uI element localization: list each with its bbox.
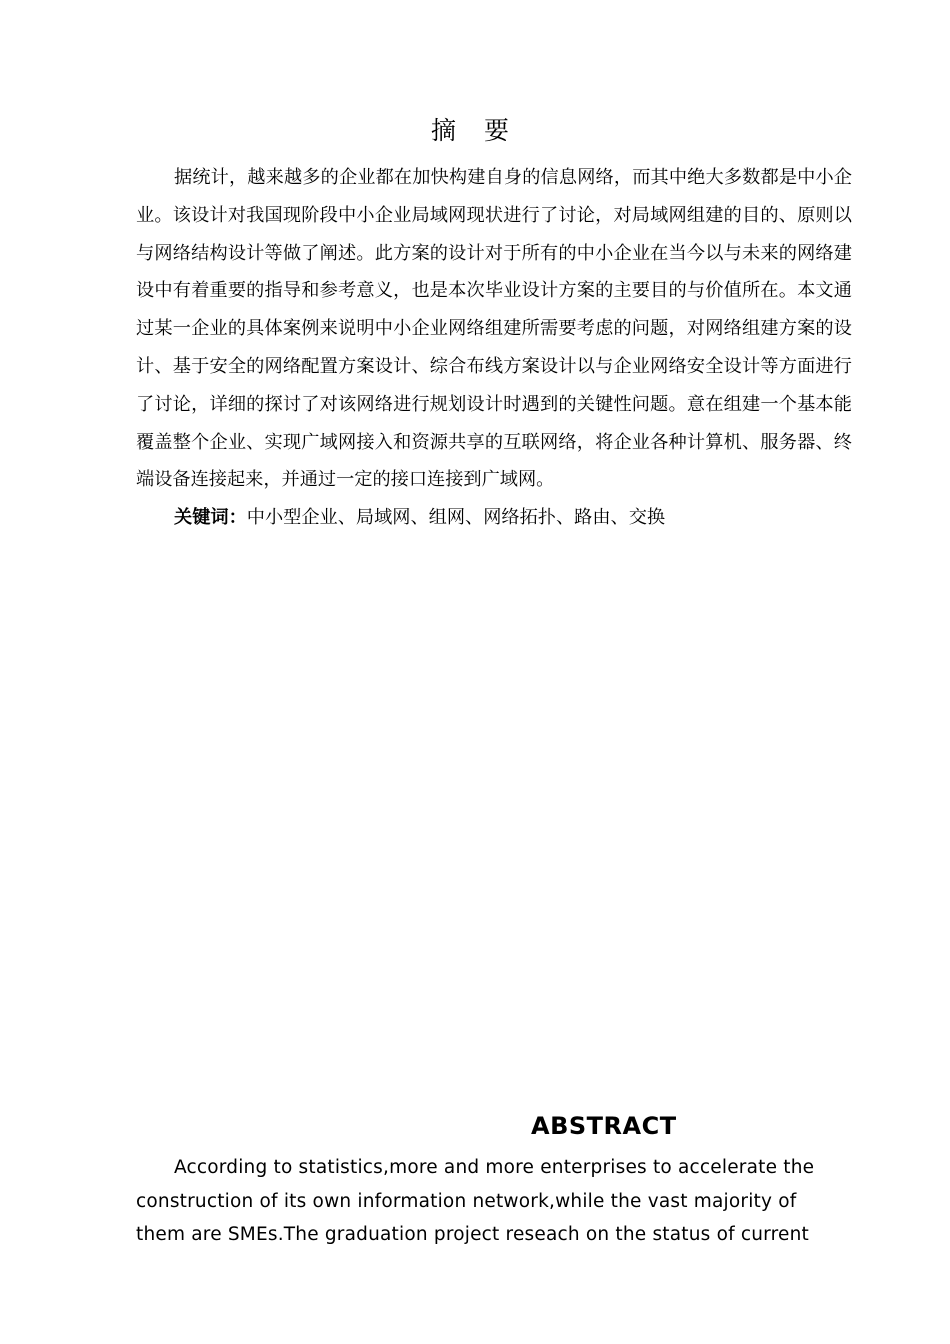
keywords-list: 中小型企业、局域网、组网、网络拓扑、路由、交换 xyxy=(246,507,666,529)
chinese-abstract-section xyxy=(136,159,852,537)
english-abstract-paragraph xyxy=(136,1151,836,1252)
english-abstract-line: construction of its own information network,while the vast majority of xyxy=(136,1190,797,1212)
chinese-abstract-title: 摘 要 xyxy=(431,116,519,145)
english-abstract-title: ABSTRACT xyxy=(531,1112,677,1140)
english-abstract-line: According to statistics,more and more enterprises to accelerate the xyxy=(174,1157,815,1178)
chinese-abstract-paragraph: 据统计，越来越多的企业都在加快构建自身的信息网络，而其中绝大多数都是中小企业。该设计对我国现阶段中小企业局域网现状进行了讨论，对局域网组建的目的、原则以与网络结构设计等做了阐述。此方案的设计对于所有的中小企业在当今以与未来的网络建设中有着重要的指导和参考意义，也是本次毕业设计方案的主要目的与价值所在。本文通过某一企业的具体案例来说明中小企业网络组建所需要考虑的问题，对网络组建方案的设计、基于安全的网络配置方案设计、综合布线方案设计以与企业网络安全设计等方面进行了讨论，详细的探讨了对该网络进行规划设计时遇到的关键性问题。意在组建一个基本能覆盖整个企业、实现广域网接入和资源共享的互联网络，将企业各种计算机、服务器、终端设备连接起来，并通过一定的接口连接到广域网。 xyxy=(136,167,852,491)
chinese-keywords xyxy=(136,499,852,537)
keywords-label: 关键词： xyxy=(174,507,247,529)
english-abstract-line: them are SMEs.The graduation project reseach on the status of current xyxy=(136,1224,810,1245)
